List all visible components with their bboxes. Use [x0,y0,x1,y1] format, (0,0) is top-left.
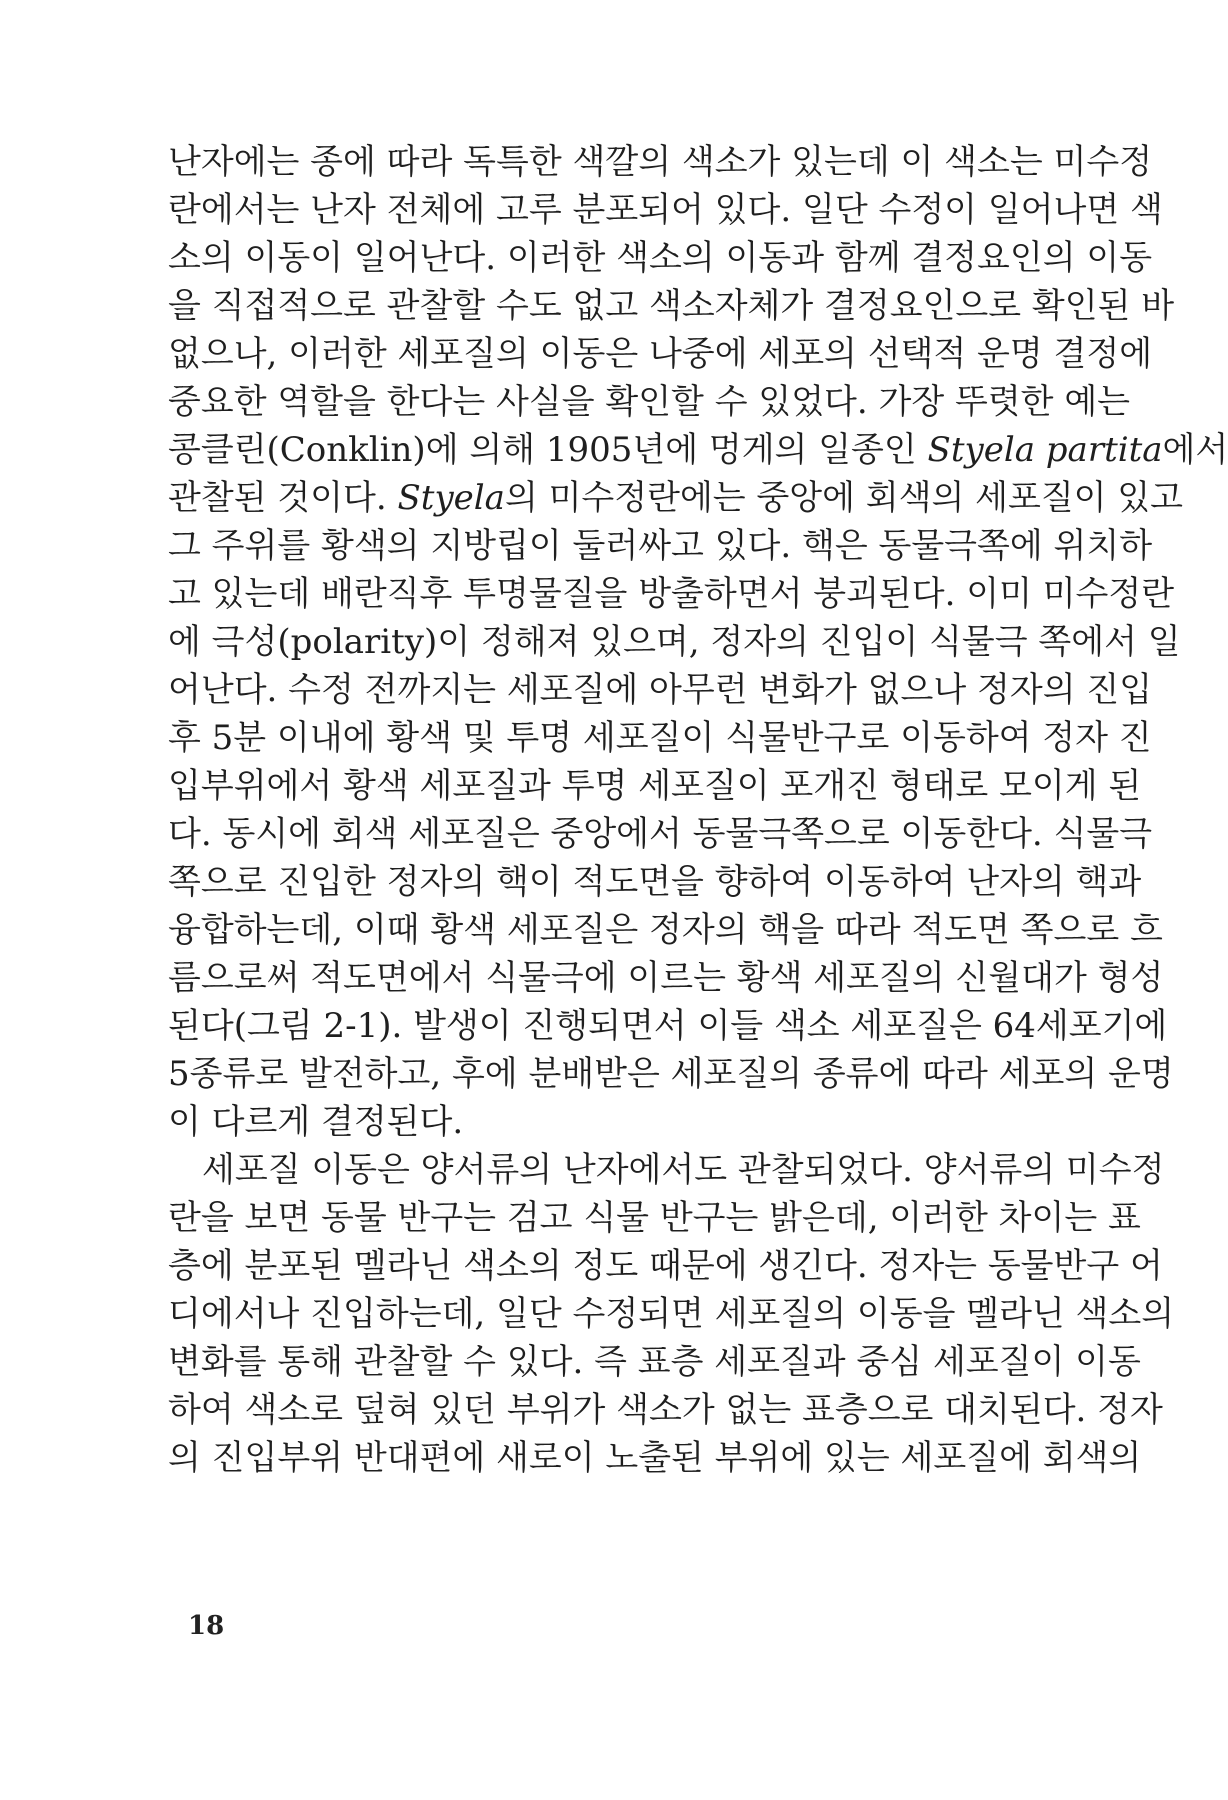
text-line: 난자에는 종에 따라 독특한 색깔의 색소가 있는데 이 색소는 미수정 [168,142,1153,182]
text-line: 후 5분 이내에 황색 및 투명 세포질이 식물반구로 이동하여 정자 진 [168,718,1152,758]
text-line: 이 다르게 결정된다. [168,1102,464,1142]
text-line: 융합하는데, 이때 황색 세포질은 정자의 핵을 따라 적도면 쪽으로 흐 [168,910,1163,950]
text-line: 중요한 역할을 한다는 사실을 확인할 수 있었다. 가장 뚜렷한 예는 [168,382,1131,422]
species-name: Styela [397,478,505,518]
text-line: 란을 보면 동물 반구는 검고 식물 반구는 밝은데, 이러한 차이는 표 [168,1198,1141,1238]
text-line: 소의 이동이 일어난다. 이러한 색소의 이동과 함께 결정요인의 이동 [168,238,1153,278]
text-line: 층에 분포된 멜라닌 색소의 정도 때문에 생긴다. 정자는 동물반구 어 [168,1246,1163,1286]
text-line: 을 직접적으로 관찰할 수도 없고 색소자체가 결정요인으로 확인된 바 [168,286,1175,326]
text-line: 세포질 이동은 양서류의 난자에서도 관찰되었다. 양서류의 미수정 [202,1150,1165,1190]
text-line: 어난다. 수정 전까지는 세포질에 아무런 변화가 없으나 정자의 진입 [168,670,1153,710]
text-line: 의 진입부위 반대편에 새로이 노출된 부위에 있는 세포질에 회색의 [168,1438,1142,1478]
paragraph-1 [168,138,1228,1146]
paragraph-2 [168,1146,1175,1482]
text-line: 쪽으로 진입한 정자의 핵이 적도면을 향하여 이동하여 난자의 핵과 [168,862,1142,902]
text-line: 고 있는데 배란직후 투명물질을 방출하면서 붕괴된다. 이미 미수정란 [168,574,1175,614]
text-line: 관찰된 것이다. Styela의 미수정란에는 중앙에 회색의 세포질이 있고 [168,478,1184,518]
text-line: 없으나, 이러한 세포질의 이동은 나중에 세포의 선택적 운명 결정에 [168,334,1153,374]
body-text [168,138,1228,1482]
text-line: 그 주위를 황색의 지방립이 둘러싸고 있다. 핵은 동물극쪽에 위치하 [168,526,1153,566]
text-line: 다. 동시에 회색 세포질은 중앙에서 동물극쪽으로 이동한다. 식물극 [168,814,1153,854]
text-line: 란에서는 난자 전체에 고루 분포되어 있다. 일단 수정이 일어나면 색 [168,190,1163,230]
text-line: 하여 색소로 덮혀 있던 부위가 색소가 없는 표층으로 대치된다. 정자 [168,1390,1163,1430]
text-line: 름으로써 적도면에서 식물극에 이르는 황색 세포질의 신월대가 형성 [168,958,1164,998]
text-line: 콩클린(Conklin)에 의해 1905년에 멍게의 일종인 Styela partita에서 [168,430,1228,470]
species-name: Styela partita [927,430,1163,470]
text-line: 에 극성(polarity)이 정해져 있으며, 정자의 진입이 식물극 쪽에서 일 [168,622,1181,662]
text-line: 변화를 통해 관찰할 수 있다. 즉 표층 세포질과 중심 세포질이 이동 [168,1342,1141,1382]
text-line: 입부위에서 황색 세포질과 투명 세포질이 포개진 형태로 모이게 된 [168,766,1142,806]
text-line: 5종류로 발전하고, 후에 분배받은 세포질의 종류에 따라 세포의 운명 [168,1054,1174,1094]
text-line: 디에서나 진입하는데, 일단 수정되면 세포질의 이동을 멜라닌 색소의 [168,1294,1175,1334]
text-line: 된다(그림 2-1). 발생이 진행되면서 이들 색소 세포질은 64세포기에 [168,1006,1168,1046]
page-number: 18 [188,1611,225,1641]
